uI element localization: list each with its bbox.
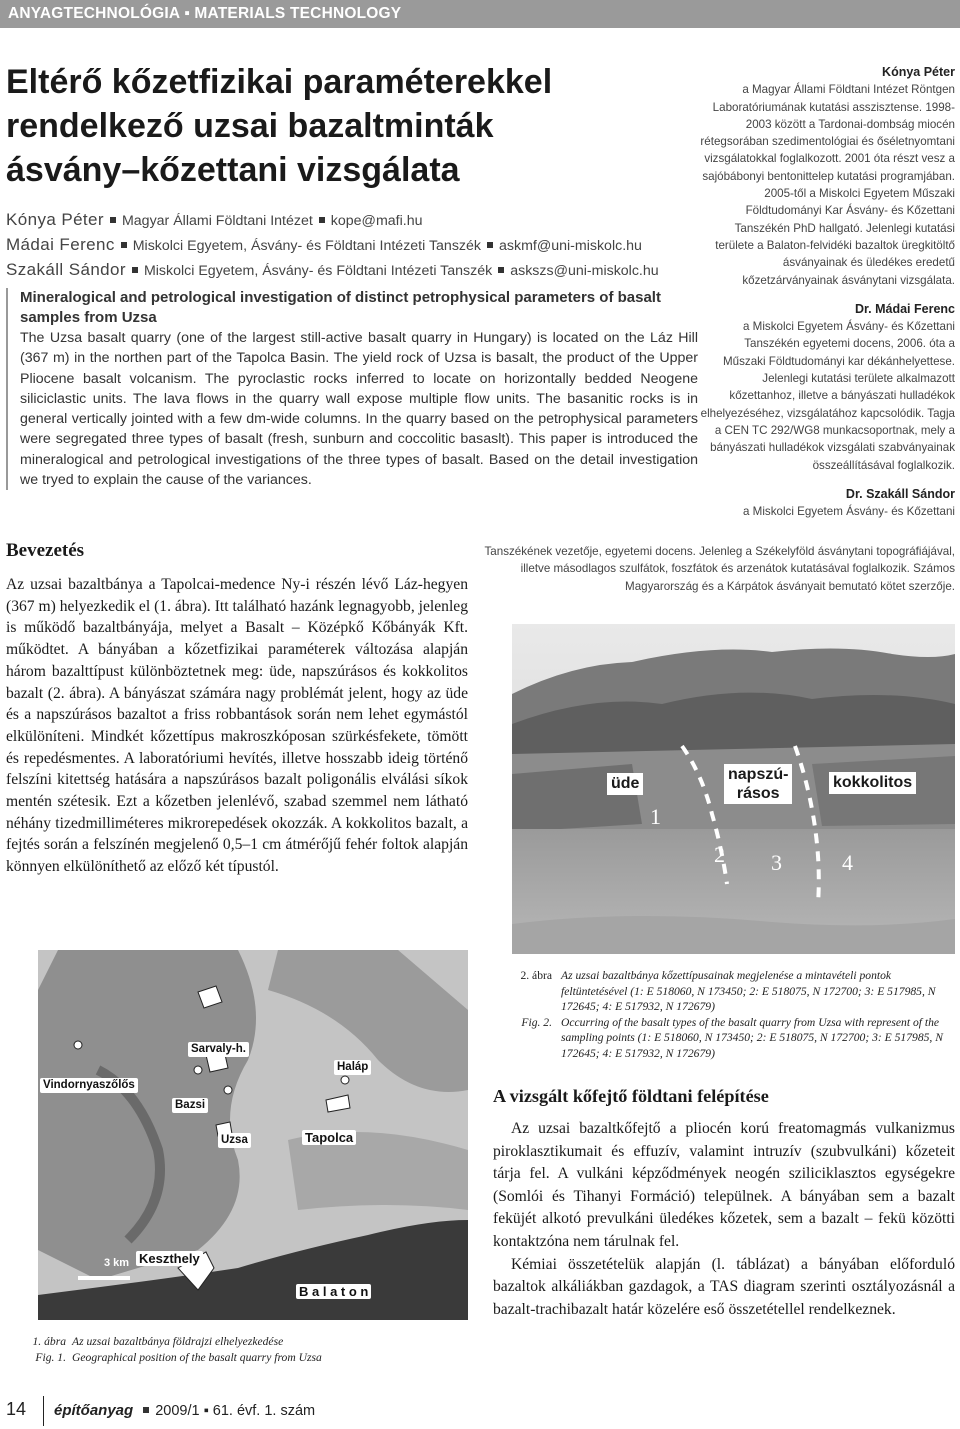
intro-paragraph: Az uzsai bazaltbánya a Tapolcai-medence Ny-i részén lévő Láz-hegyen (367 m) helyezkedik el (1. ábra). Itt található hazánk legnagyobb, jelenleg is működő bazaltbányája, melyet a Basalt – Középkő Kőbányák Kft. működtet. A bányában a kőzetfizikai paraméterek változása alapján három bazalttípust különböztetnek meg: üde, napszúrásos és kokkolitos bazalt (2. ábra). A bányászat számára nagy problémát jelent, hogy az üde és a napszúrásos bazaltot a friss robbantások során nem lehet egymástól elkülöníteni. Mindkét kőzettípus makroszkóposan szürkésfekete, tömött és repedésmentes. A laboratóriumi hevítés, illetve hosszabb ideig történő felszíni kitettség hatására a napszúrásos bazalt poligonális elválási síkok mentén szétesik. Ezt a kőzetben jelenlévő, szabad szemmel nem látható néhány tizedmilliméteres mikrorepedések okozzák. A kokkolitos bazalt, a fejtés során a felszínén megjelenő 0,5–1 cm átmérőjű fehér foltok alapján könnyen elkülöníthető az előző két típustól. [6,576,468,876]
caption-text: Geographical position of the basalt quarry from Uzsa [72,1350,322,1364]
bio-name: Kónya Péter [882,65,955,79]
article-title [6,60,646,192]
geology-body [493,1118,955,1321]
town-marker [224,1086,232,1094]
town-marker [74,1041,82,1049]
place-label: Haláp [334,1060,371,1075]
sample-point-2: 2 [714,842,725,867]
label-kokkolitos: kokkolitos [829,772,916,794]
label-ude: üde [607,773,643,795]
sample-point-3: 3 [771,850,782,875]
author-row [6,232,706,257]
label-napszurasos-line-2: rásos [736,785,780,802]
author-email[interactable]: askmf@uni-miskolc.hu [499,238,642,254]
place-label: Bazsi [172,1098,208,1113]
author-email[interactable]: kope@mafi.hu [330,213,423,229]
journal-issue: 2009/1 ▪ 61. évf. 1. szám [155,1403,316,1419]
location-map [38,950,468,1320]
bullet-square-icon [110,217,116,223]
title-line-3: ásvány–kőzettani vizsgálata [6,151,460,189]
place-label: B a l a t o n [296,1284,371,1299]
author-name: Kónya Péter [6,210,104,229]
page-number: 14 [6,1399,27,1419]
section-header-bar [0,0,960,28]
bio-text: a Miskolci Egyetem Ásvány- és Kőzettani Tanszékén egyetemi docens, 2006. óta a Műszaki Földtudományi kar dékánhelyettese. Jelenlegi kutatási területe alkalmazott kőzettanhoz, illetve a bányászati hulladékok elhelyezéséhez, vizsgálatához kapcsolódik. Tagja a CEN TC 292/WG8 munkacsoportnak, mely a bányászati hulladékok vizsgálati szabványainak összeállításával foglalkozik. [700,320,955,472]
abstract-box [6,288,698,490]
scale-bar [78,1276,130,1280]
place-label: Keszthely [136,1251,203,1266]
caption-hu-row [508,968,956,1015]
caption-label: 1. ábra [32,1335,66,1348]
journal-name: építőanyag [54,1402,134,1419]
bio-text: a Miskolci Egyetem Ásvány- és Kőzettani [743,505,955,519]
section-header-text: ANYAGTECHNOLÓGIA ▪ MATERIALS TECHNOLOGY [8,5,402,22]
footer-divider [43,1396,44,1426]
caption-hu-row [20,1334,480,1350]
intro-heading: Bevezetés [6,540,85,561]
title-line-1: Eltérő kőzetfizikai paraméterekkel [6,63,553,101]
geology-paragraph-1: Az uzsai bazaltkőfejtő a pliocén korú freatomagmás vulkanizmus piroklasztikumait és effuzív, valamint intruzív (szubvulkáni) kőzeteit tárja fel. A vulkáni képződmények neogén sziliciklasztos egységekre (Somlói és Tihanyi Formáció) települnek. A bányában sem a bazalt feküjét alkotó prevulkáni üledékes kőzetek, sem a bazalt – fekü közötti kontaktzóna nem tárulnak fel. [493,1120,955,1250]
label-napszurasos [724,764,792,804]
place-label: Tapolca [302,1130,356,1145]
label-napszurasos-line-1: napszú- [728,766,789,783]
caption-en-row [508,1015,956,1062]
bio-szakall-continued: Tanszékének vezetője, egyetemi docens. Jelenleg a Székelyföld ásványtani topográfiájával, illetve másodlagos szulfátok, foszfátok és arzenátok kutatásával foglalkozik. Számos Magyarország és a Kárpátok ásványait bemutató kötet szerzője. [484,545,955,593]
author-name: Mádai Ferenc [6,235,115,254]
caption-text: Az uzsai bazaltbánya földrajzi elhelyezkedése [72,1335,284,1348]
abstract-text: The Uzsa basalt quarry (one of the largest still-active basalt quarry in Hungary) is located on the Láz Hill (367 m) in the northen part of the Tapolca Basin. The yield rock of Uzsa is basalt, the product of the Upper Pliocene basalt volcanism. The pyroclastic rocks inferred to locate on horizontally bedded Neogene siliciclastic units. The lava flows in the quarry wall expose multiple flow units. The basanitic rocks is in general vertically jointed with a few dm-wide columns. In the quarry based on the petrophysical parameters were segregated three types of basalt (fresh, sunburn and coccolitic basaslt). This paper is introduced the mineralogical and petrological investigations of the three types of basalt. Based on the detail investigation we tryed to explain the cause of the variances. [20,330,698,489]
journal-info [54,1402,315,1419]
caption-text: Occurring of the basalt types of the basalt quarry from Uzsa with represent of the sampling points (1: E 518060, N 173450; 2: E 518075, N 172700; 3: E 517985, N 172645; 4: E 517932, N 172679) [561,1015,943,1060]
figure-1-caption [20,1334,480,1365]
bio-madai [700,301,955,474]
page-footer [0,1396,960,1429]
quarry-photo [512,624,955,954]
geology-heading: A vizsgált kőfejtő földtani felépítése [493,1086,769,1106]
author-bios [700,64,955,520]
abstract-heading: Mineralogical and petrological investigation of distinct petrophysical parameters of basalt samples from Uzsa [20,289,661,326]
place-label: Vindornyaszőlős [40,1078,138,1093]
bullet-square-icon [121,242,127,248]
caption-text: Az uzsai bazaltbánya kőzettípusainak megjelenése a mintavételi pontok feltüntetésével (1: E 518060, N 173450; 2: E 518075, N 172700; 3: E 517985, N 172645; 4: E 517932, N 172679) [561,969,936,1013]
bullet-square-icon [498,267,504,273]
figure-2-caption [508,968,956,1061]
author-email[interactable]: askszs@uni-miskolc.hu [510,263,659,279]
town-marker [194,1066,202,1074]
title-line-2: rendelkező uzsai bazaltminták [6,107,494,145]
sample-point-4: 4 [842,850,853,875]
caption-label: 2. ábra [520,969,552,982]
bio-text: a Magyar Állami Földtani Intézet Röntgen Laboratóriumának kutatási asszisztense. 1998-2003 között a Tardonai-dombság miocén rétegsorában szedimentológiai és őséletnyomtani vizsgálatokkal foglalkozott. 2001 óta részt vesz a sajóbábonyi bentonittelep kutatási programjában. 2005-től a Miskolci Egyetem Műszaki Földtudományi Kar Ásvány- és Kőzettani Tanszékén PhD hallgató. Jelenlegi kutatási területe a Balaton-felvidéki bazaltok üregkitöltő ásványainak és üledékes eredetű kőzetzárványainak ásványtani vizsgálata. [700,83,955,287]
bullet-square-icon [487,242,493,248]
town-marker [341,1076,349,1084]
geology-paragraph-2: Kémiai összetételük alapján (l. táblázat) a bányában előforduló bazaltok alkáliákban gazdagok, a TAS diagram szerinti osztályozásnál a bazalt-trachibazalt határ közelére eső összetétellel rendelkeznek. [493,1255,955,1318]
bio-szakall [700,486,955,521]
bio-konya [700,64,955,289]
bullet-square-icon [319,217,325,223]
author-row [6,257,706,282]
place-label: Sarvaly-h. [188,1042,249,1057]
caption-label: Fig. 2. [521,1015,552,1029]
author-list [6,207,706,282]
caption-en-row [20,1350,480,1366]
bullet-square-icon [143,1407,149,1413]
author-row [6,207,706,232]
relief-map-drawing [38,950,468,1320]
author-affiliation: Magyar Állami Földtani Intézet [121,213,313,229]
author-name: Szakáll Sándor [6,260,126,279]
scale-label: 3 km [104,1257,130,1269]
caption-label: Fig. 1. [35,1350,66,1364]
author-affiliation: Miskolci Egyetem, Ásvány- és Földtani Intézeti Tanszék [132,238,481,254]
place-label: Uzsa [218,1133,251,1148]
bullet-square-icon [132,267,138,273]
bio-name: Dr. Szakáll Sándor [845,486,955,501]
sample-point-1: 1 [650,804,661,829]
author-affiliation: Miskolci Egyetem, Ásvány- és Földtani Intézeti Tanszék [143,263,493,279]
bio-name: Dr. Mádai Ferenc [854,301,955,316]
